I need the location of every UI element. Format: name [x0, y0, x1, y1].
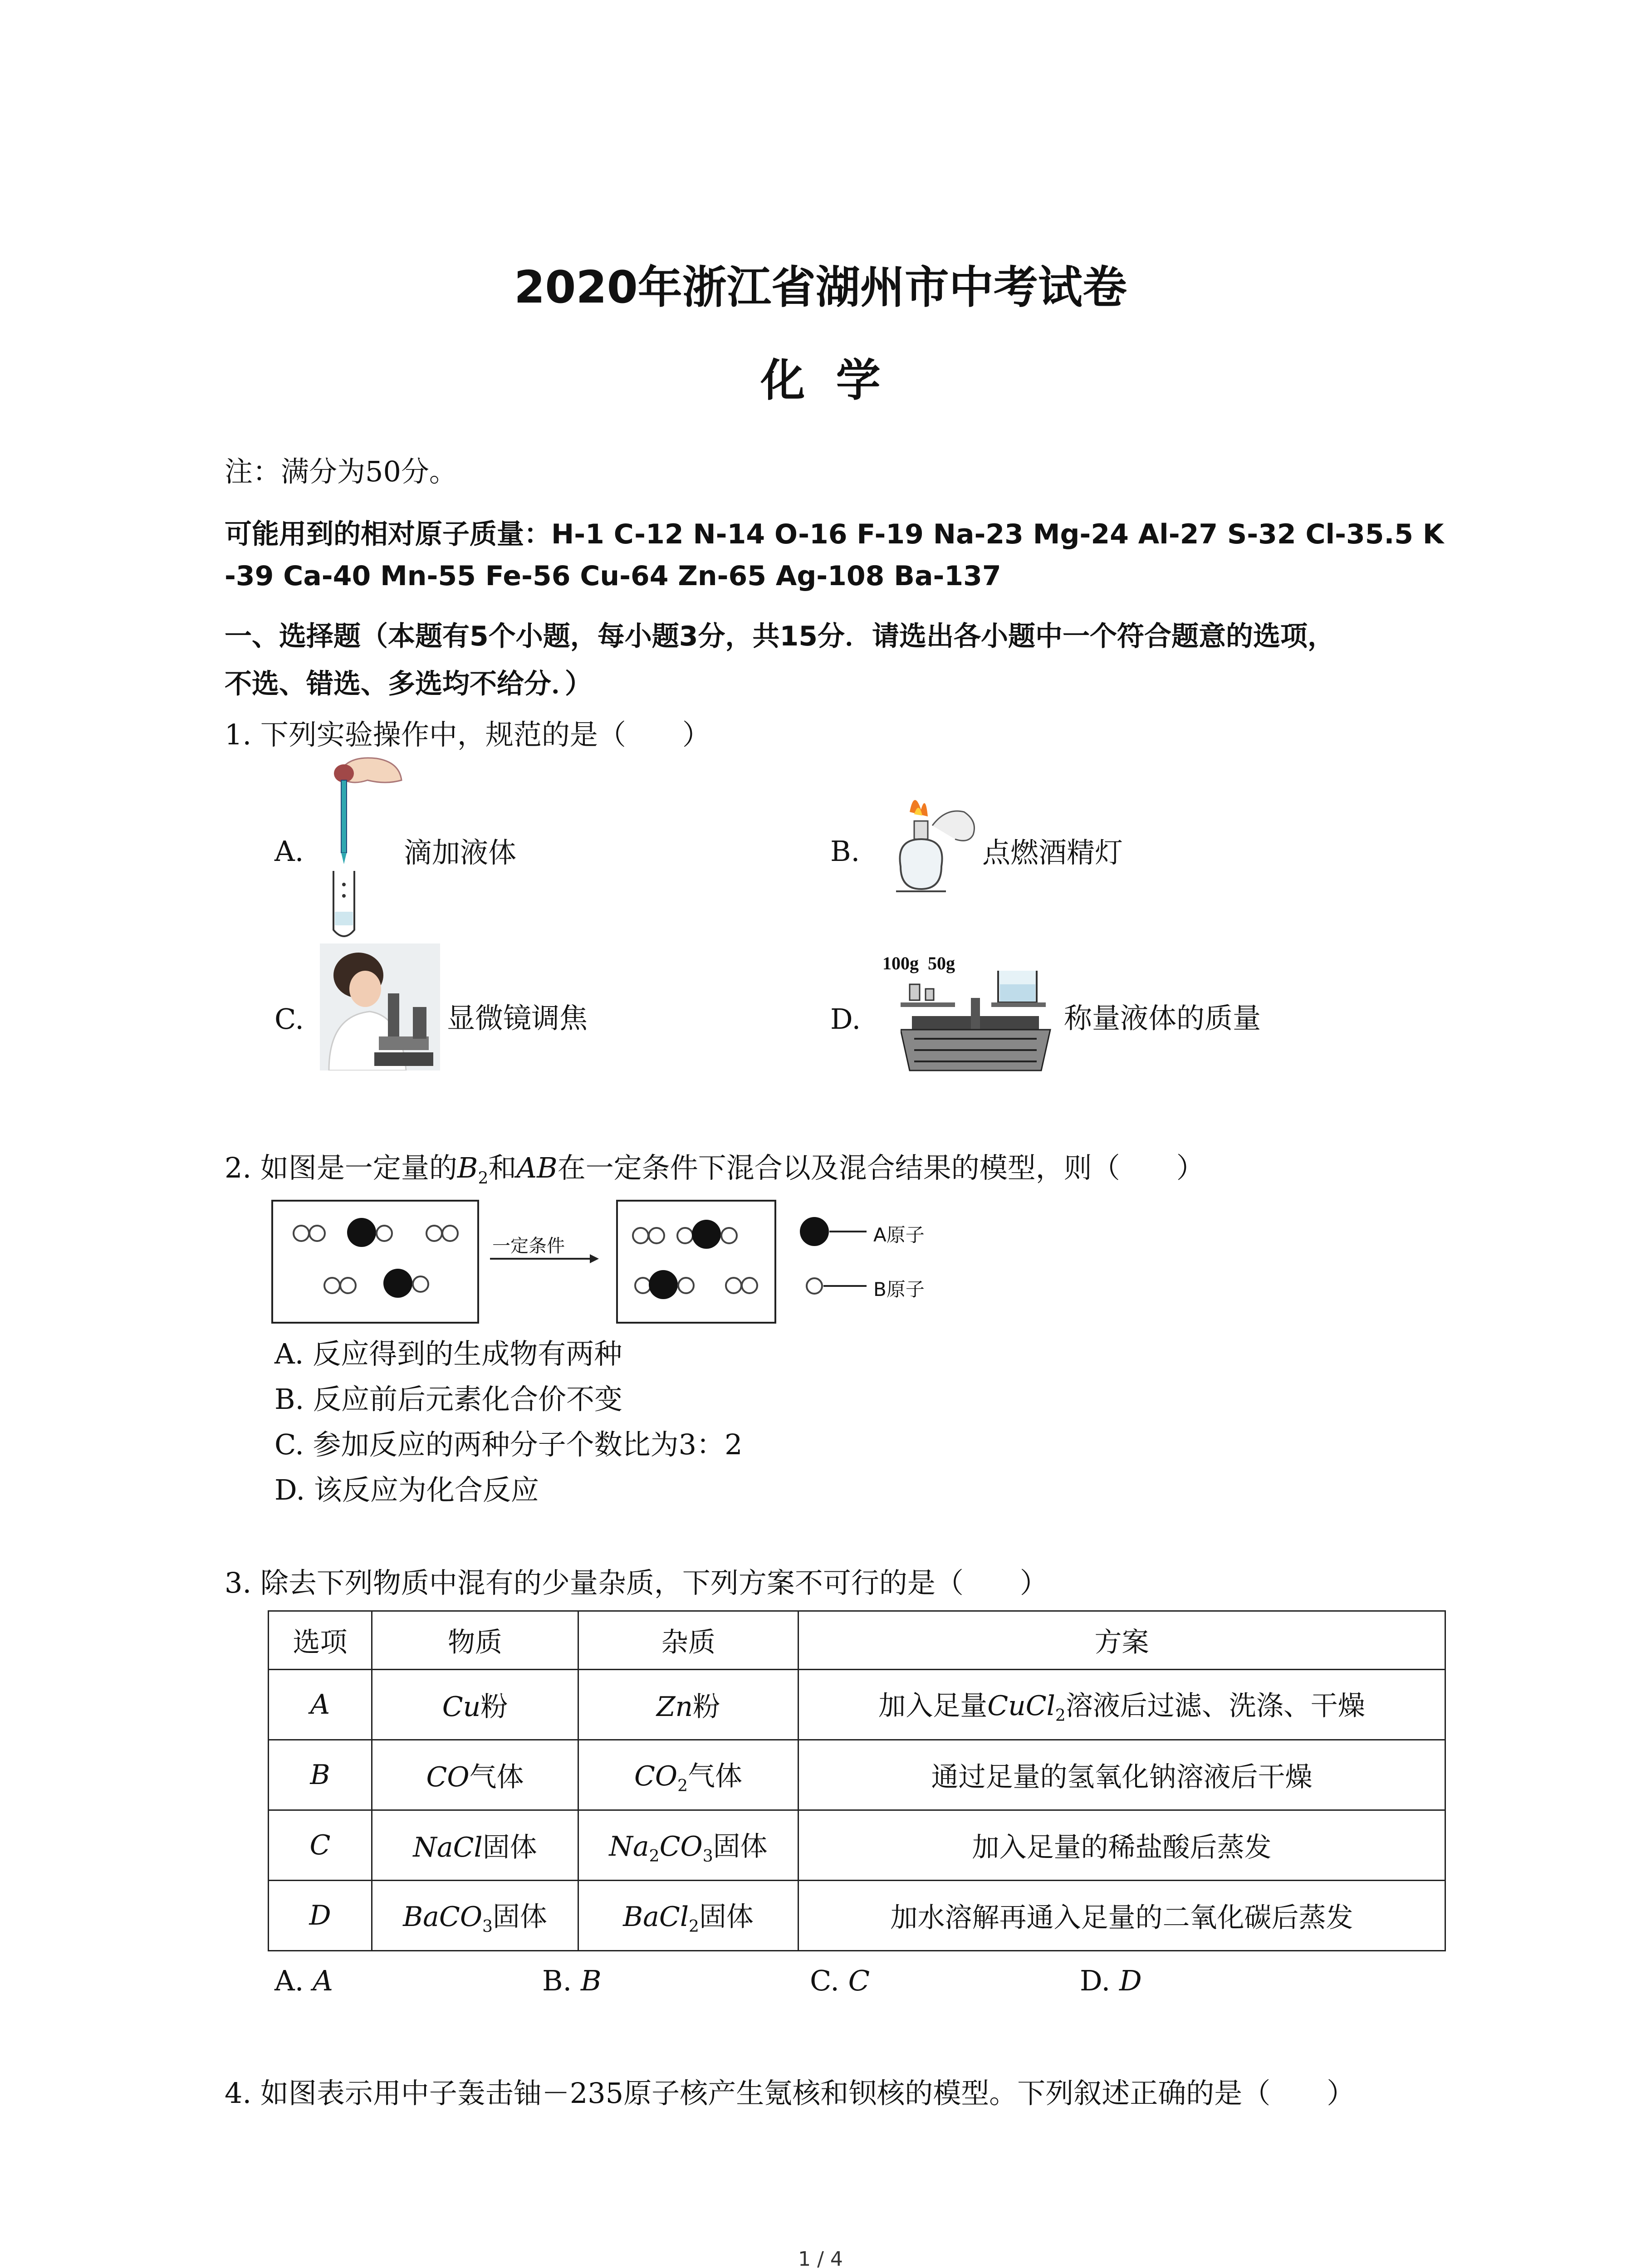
row-option: A [269, 1670, 372, 1740]
formula: BaCl [623, 1901, 689, 1933]
plan-text: 溶液后过滤、洗涤、干燥 [1065, 1690, 1365, 1722]
plan-text: 加水溶解再通入足量的二氧化碳后蒸发 [890, 1902, 1353, 1934]
row-option: C [269, 1810, 372, 1881]
q2-b2-letter: B [457, 1151, 478, 1184]
atomic-mass-line-2: -39 Ca-40 Mn-55 Fe-56 Cu-64 Zn-65 Ag-108 Ba-137 [225, 560, 1001, 592]
legend-a-label: A原子 [873, 1224, 925, 1246]
dropper-test-tube-image [318, 753, 408, 943]
plan-text: 加入足量 [878, 1690, 988, 1722]
section-1-header-line-1: 一、选择题（本题有5个小题，每小题3分，共15分．请选出各小题中一个符合题意的选项， [225, 621, 1335, 652]
reaction-after-box [616, 1200, 776, 1324]
impurity-type: 气体 [688, 1760, 742, 1792]
formula: CuCl [987, 1690, 1055, 1722]
row-plan [798, 1810, 1445, 1881]
formula: NaCl [413, 1832, 483, 1863]
q1-option-c-label: 显微镜调焦 [447, 1002, 588, 1035]
formula: Na [609, 1831, 649, 1862]
q3-stem: 3. 除去下列物质中混有的少量杂质，下列方案不可行的是（ ） [225, 1566, 1048, 1599]
answer-letter: D. [1080, 1964, 1111, 1997]
q1-option-d-label: 称量液体的质量 [1064, 1002, 1261, 1035]
row-substance [372, 1810, 578, 1881]
q3-answer-a [274, 1964, 333, 1997]
substance-type: 气体 [469, 1761, 524, 1793]
table-header-option: 选项 [269, 1611, 372, 1670]
legend-b-label: B原子 [873, 1278, 925, 1300]
full-score-note: 注：满分为50分。 [225, 455, 457, 488]
answer-letter: B. [542, 1964, 572, 1997]
subscript: 3 [702, 1847, 713, 1866]
q1-option-d-letter: D. [830, 1002, 861, 1036]
subscript: 2 [649, 1847, 660, 1866]
q2-stem-and: 和 [488, 1151, 517, 1184]
q2-stem-suffix: 在一定条件下混合以及混合结果的模型，则（ ） [557, 1151, 1205, 1184]
row-option: B [269, 1740, 372, 1810]
alcohol-lamp-image [882, 785, 987, 903]
q2-ab: AB [516, 1151, 558, 1184]
microscope-photo [320, 943, 440, 1070]
plan-text: 加入足量的稀盐酸后蒸发 [972, 1832, 1272, 1863]
row-impurity [578, 1881, 798, 1951]
q1-option-a-letter: A. [274, 835, 304, 868]
subscript: 2 [689, 1917, 699, 1936]
row-plan [798, 1670, 1445, 1740]
q2-b2-subscript: 2 [478, 1169, 489, 1188]
subject-title: 化 学 [760, 355, 881, 406]
q3-answer-c [810, 1964, 870, 1997]
formula: BaCO [403, 1901, 483, 1933]
q1-stem: 1. 下列实验操作中，规范的是（ ） [225, 718, 710, 751]
q3-answer-d [1080, 1964, 1142, 1997]
substance-type: 固体 [482, 1832, 537, 1863]
q4-stem: 4. 如图表示用中子轰击铀－235原子核产生氪核和钡核的模型。下列叙述正确的是（ ） [225, 2077, 1355, 2110]
row-impurity [578, 1740, 798, 1810]
balance-weights-label: 100g 50g [882, 953, 955, 973]
answer-value: C [848, 1964, 870, 1997]
q2-option-d: D. 该反应为化合反应 [274, 1473, 539, 1506]
table-row [269, 1740, 1445, 1810]
row-substance [372, 1740, 578, 1810]
q1-option-b-label: 点燃酒精灯 [982, 836, 1123, 869]
row-impurity [578, 1670, 798, 1740]
formula: CO [634, 1760, 678, 1792]
row-plan [798, 1740, 1445, 1810]
legend-b-atom-icon [798, 1272, 871, 1300]
q1-option-a-label: 滴加液体 [404, 836, 517, 869]
reaction-arrow-label: 一定条件 [492, 1236, 565, 1256]
formula: Zn [656, 1691, 693, 1723]
answer-letter: C. [810, 1964, 839, 1997]
q1-option-b-letter: B. [830, 835, 860, 868]
substance-type: 粉 [480, 1691, 508, 1723]
section-1-header-line-2: 不选、错选、多选均不给分．） [225, 668, 592, 700]
page-number: 1 / 4 [798, 2248, 843, 2268]
row-impurity [578, 1810, 798, 1881]
reaction-arrow [490, 1252, 599, 1266]
row-plan [798, 1881, 1445, 1951]
q2-option-c: C. 参加反应的两种分子个数比为3：2 [274, 1428, 743, 1461]
plan-text: 通过足量的氢氧化钠溶液后干燥 [931, 1761, 1313, 1793]
subscript: 2 [677, 1777, 688, 1795]
substance-type: 固体 [492, 1901, 547, 1933]
row-substance [372, 1670, 578, 1740]
q1-option-c-letter: C. [274, 1002, 304, 1036]
subscript: 2 [1055, 1706, 1066, 1725]
table-header-row [269, 1611, 1445, 1670]
table-header-impurity: 杂质 [578, 1611, 798, 1670]
q2-option-b: B. 反应前后元素化合价不变 [274, 1383, 622, 1416]
table-row [269, 1881, 1445, 1951]
impurity-type: 固体 [713, 1831, 768, 1862]
answer-letter: A. [274, 1964, 304, 1997]
exam-title: 2020年浙江省湖州市中考试卷 [514, 262, 1127, 313]
formula: CO [426, 1761, 470, 1793]
row-option: D [269, 1881, 372, 1951]
row-substance [372, 1881, 578, 1951]
answer-value: D [1119, 1964, 1142, 1997]
q2-stem [225, 1145, 1205, 1188]
balance-scale-image [901, 966, 1055, 1073]
q2-stem-prefix: 2. 如图是一定量的 [225, 1151, 457, 1184]
impurity-type: 粉 [693, 1691, 720, 1723]
legend-a-atom-icon [798, 1216, 871, 1247]
reaction-before-box [271, 1200, 479, 1324]
atomic-mass-line-1: 可能用到的相对原子质量：H-1 C-12 N-14 O-16 F-19 Na-23 Mg-24 Al-27 S-32 Cl-35.5 K [225, 518, 1444, 550]
formula: CO [659, 1831, 703, 1862]
impurity-type: 固体 [699, 1901, 754, 1933]
subscript: 3 [482, 1917, 493, 1936]
formula: Cu [442, 1691, 481, 1723]
q3-answer-b [542, 1964, 602, 1997]
q3-table [268, 1610, 1446, 1951]
answer-value: B [581, 1964, 602, 1997]
table-row [269, 1810, 1445, 1881]
table-header-plan: 方案 [798, 1611, 1445, 1670]
answer-value: A [313, 1964, 333, 1997]
table-header-substance: 物质 [372, 1611, 578, 1670]
q2-option-a: A. 反应得到的生成物有两种 [274, 1337, 622, 1370]
table-row [269, 1670, 1445, 1740]
